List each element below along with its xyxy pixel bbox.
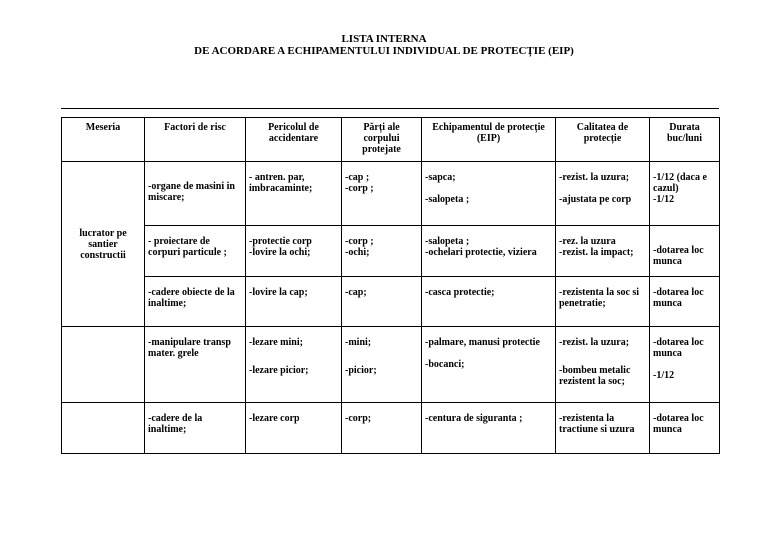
header-durata: Durata buc/luni (650, 118, 720, 162)
cell-pericol: -protectie corp -lovire la ochi; (246, 226, 342, 277)
cell-durata: -1/12 (daca e cazul) -1/12 (650, 162, 720, 226)
cell-calitate: -rez. la uzura -rezist. la impact; (556, 226, 650, 277)
table-row (62, 327, 720, 403)
cell-durata: -dotarea loc munca -1/12 (650, 327, 720, 403)
table-header-row (62, 118, 720, 162)
header-meseria: Meseria (62, 118, 145, 162)
cell-calitate: -rezistenta la soc si penetratie; (556, 277, 650, 327)
cell-meseria: lucrator pe santier constructii (62, 162, 145, 327)
cell-factor: - proiectare de corpuri particule ; (145, 226, 246, 277)
cell-parti: -cap ; -corp ; (342, 162, 422, 226)
cell-durata: -dotarea loc munca (650, 277, 720, 327)
table-row (62, 226, 720, 277)
cell-echipament: -sapca; -salopeta ; (422, 162, 556, 226)
header-calitate: Calitatea de protecție (556, 118, 650, 162)
cell-echipament: -casca protectie; (422, 277, 556, 327)
cell-meseria-empty (62, 403, 145, 454)
header-pericol: Pericolul de accidentare (246, 118, 342, 162)
cell-pericol: -lezare mini; -lezare picior; (246, 327, 342, 403)
header-echipament: Echipamentul de protecție (EIP) (422, 118, 556, 162)
cell-durata: -dotarea loc munca (650, 226, 720, 277)
table-row (62, 162, 720, 226)
cell-meseria-empty (62, 327, 145, 403)
document-title: LISTA INTERNA (341, 33, 427, 45)
header-factori: Factori de risc (145, 118, 246, 162)
cell-parti: -corp; (342, 403, 422, 454)
cell-pericol: -lezare corp (246, 403, 342, 454)
cell-parti: -mini; -picior; (342, 327, 422, 403)
cell-calitate: -rezistenta la tractiune si uzura (556, 403, 650, 454)
cell-calitate: -rezist. la uzura; -bombeu metalic rezistent la soc; (556, 327, 650, 403)
cell-factor: -organe de masini in miscare; (145, 162, 246, 226)
cell-factor: -cadere de la inaltime; (145, 403, 246, 454)
cell-factor: -cadere obiecte de la inaltime; (145, 277, 246, 327)
cell-echipament: -palmare, manusi protectie -bocanci; (422, 327, 556, 403)
cell-parti: -corp ; -ochi; (342, 226, 422, 277)
eip-table (61, 117, 720, 454)
cell-factor: -manipulare transp mater. grele (145, 327, 246, 403)
cell-pericol: -lovire la cap; (246, 277, 342, 327)
cell-echipament: -salopeta ; -ochelari protectie, viziera (422, 226, 556, 277)
cell-parti: -cap; (342, 277, 422, 327)
document-subtitle: DE ACORDARE A ECHIPAMENTULUI INDIVIDUAL DE PROTECȚIE (EIP) (194, 45, 574, 57)
cell-echipament: -centura de siguranta ; (422, 403, 556, 454)
horizontal-rule (61, 108, 719, 109)
cell-calitate: -rezist. la uzura; -ajustata pe corp (556, 162, 650, 226)
cell-pericol: - antren. par, imbracaminte; (246, 162, 342, 226)
header-parti: Părți ale corpului protejate (342, 118, 422, 162)
cell-durata: -dotarea loc munca (650, 403, 720, 454)
table-row (62, 277, 720, 327)
table-row (62, 403, 720, 454)
